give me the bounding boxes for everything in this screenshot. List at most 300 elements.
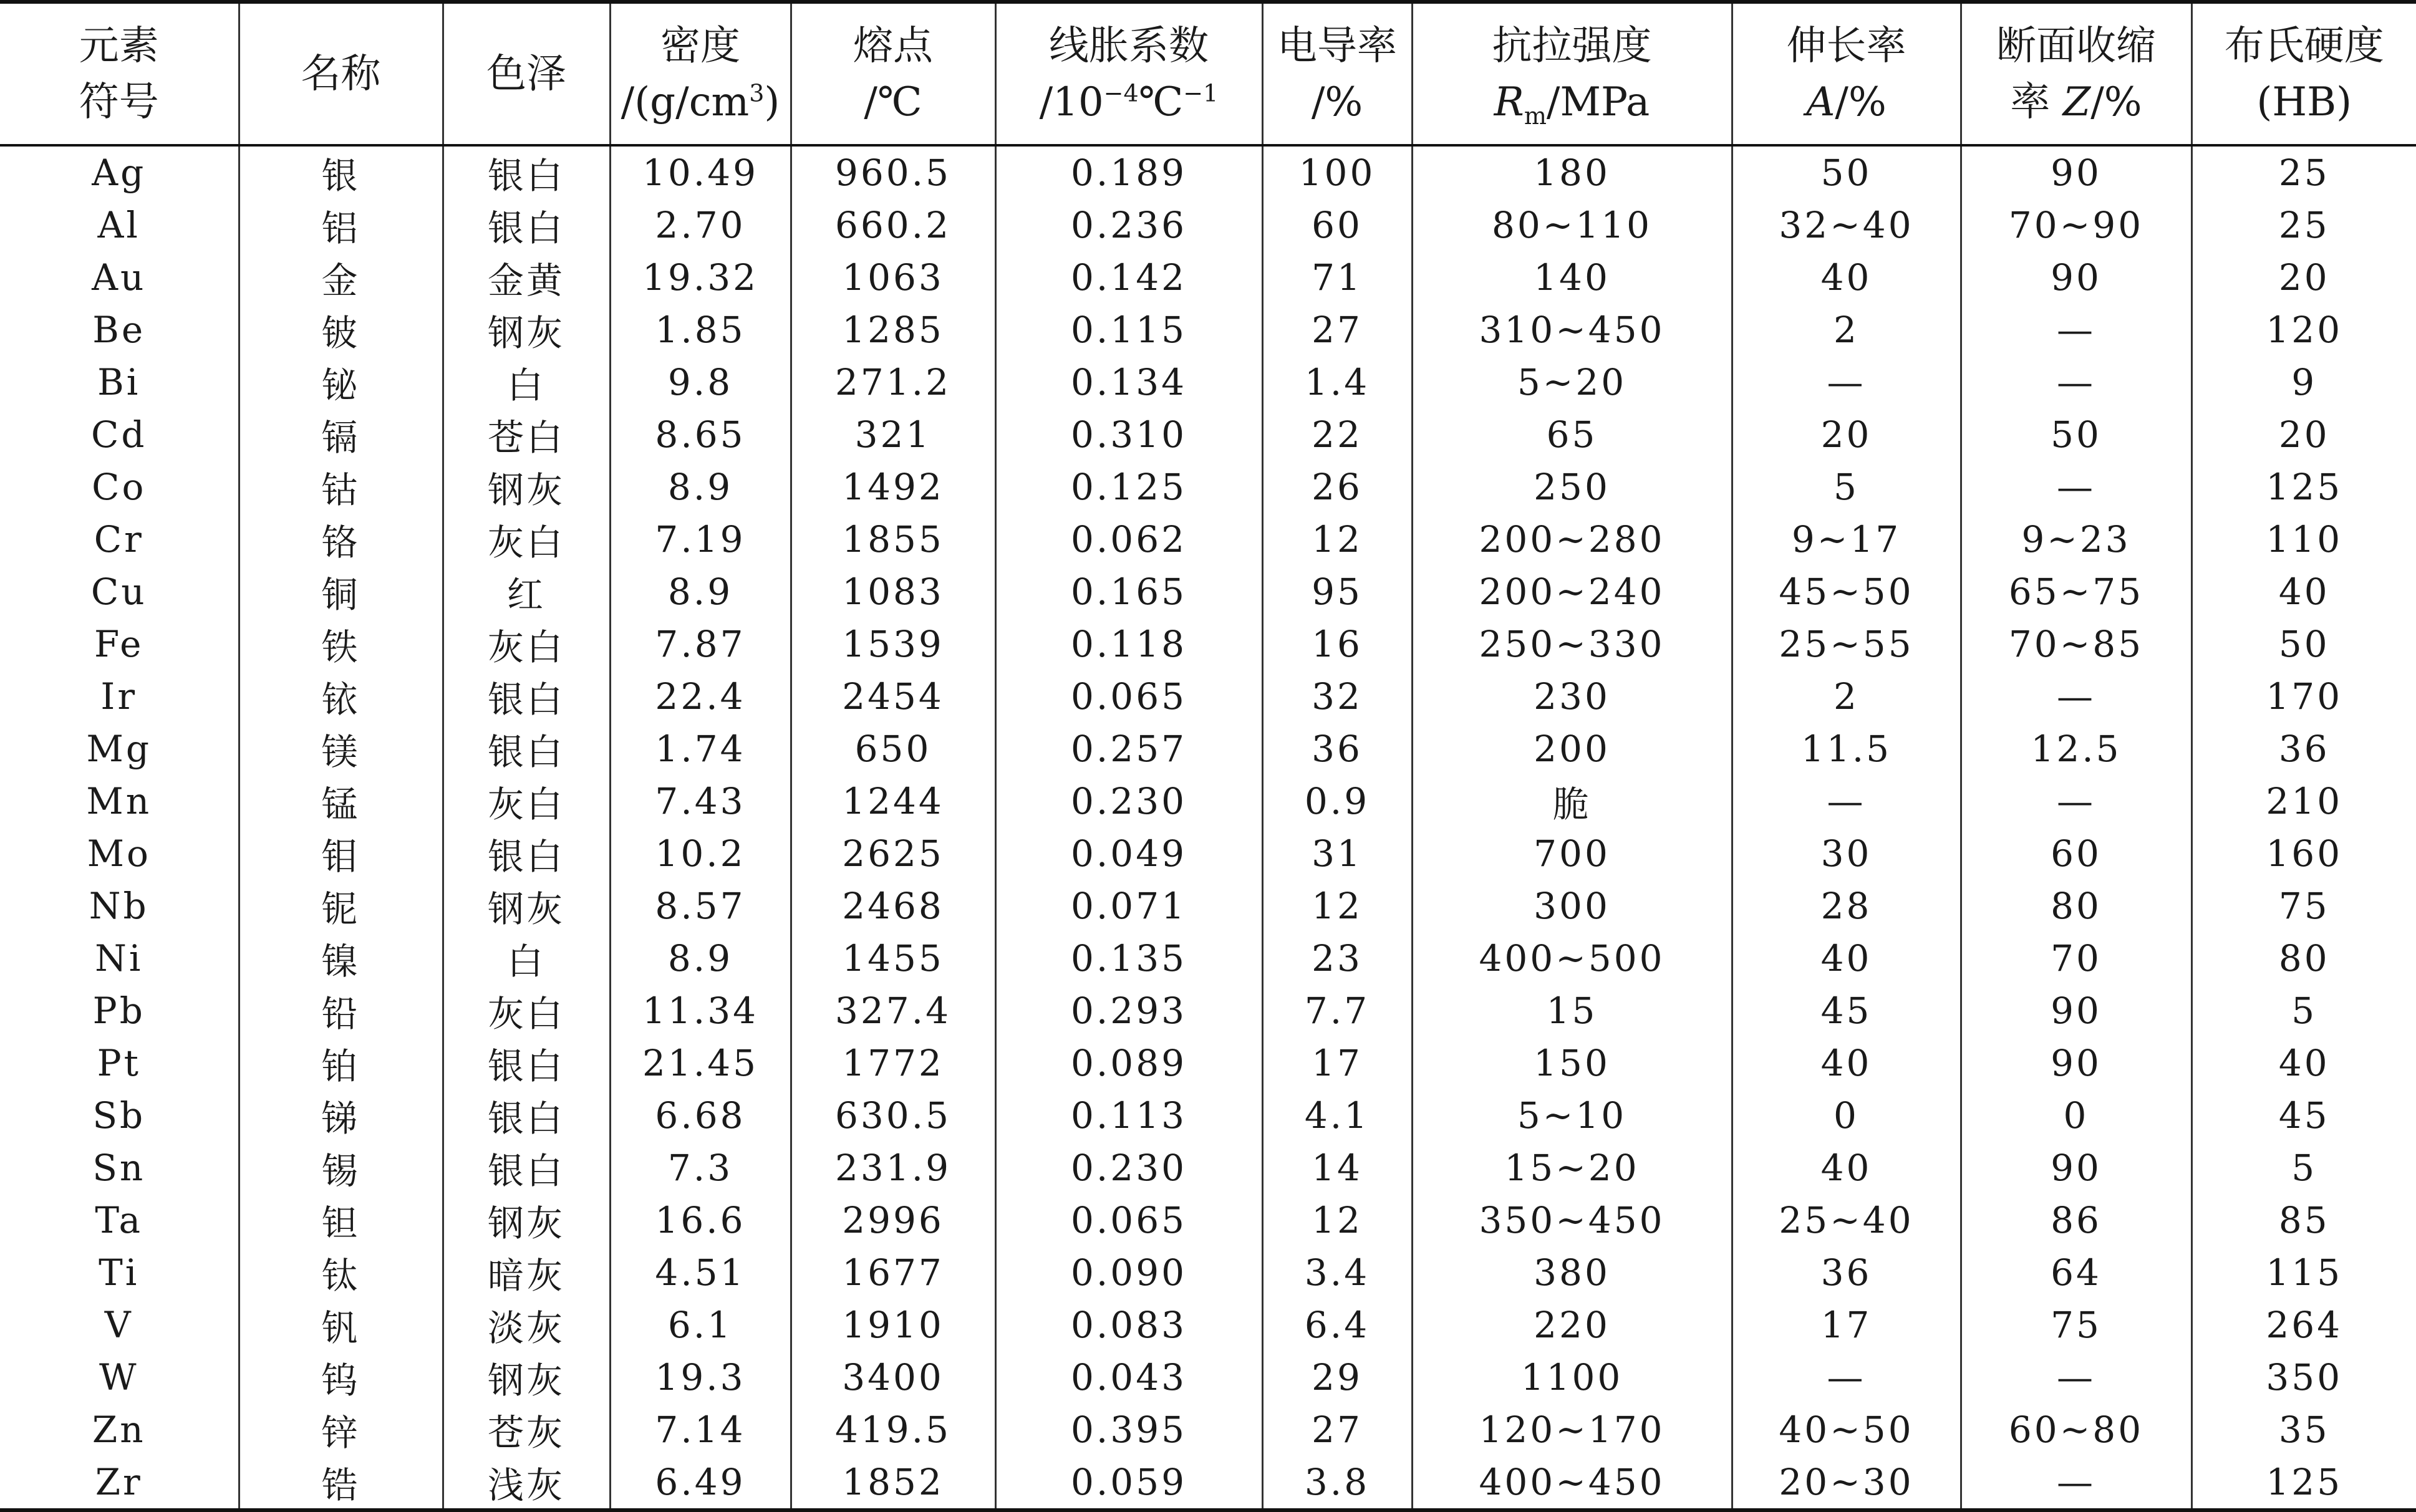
cell-melting-point: 2625 — [791, 827, 995, 880]
cell-color: 银白 — [443, 1142, 610, 1194]
cell-symbol: V — [104, 1304, 133, 1346]
table-row — [0, 775, 2416, 827]
cell-expansion: 0.189 — [995, 145, 1262, 199]
cell-color: 灰白 — [443, 775, 610, 827]
cell-symbol: Pb — [92, 990, 145, 1032]
cell-melting-point: 1083 — [791, 566, 995, 618]
cell-color: 红 — [443, 566, 610, 618]
cell-tensile-strength: 300 — [1412, 880, 1732, 932]
cell-symbol: Ti — [99, 1251, 140, 1294]
cell-color: 银白 — [443, 670, 610, 723]
cell-elongation: 40~50 — [1732, 1404, 1961, 1456]
cell-melting-point: 960.5 — [791, 145, 995, 199]
cell-melting-point: 271.2 — [791, 356, 995, 408]
cell-area-reduction: 64 — [1961, 1246, 2191, 1299]
cell-expansion: 0.257 — [995, 723, 1262, 775]
cell-density: 8.9 — [610, 461, 791, 513]
cell-brinell-hardness: 75 — [2191, 880, 2416, 932]
cell-elongation: 25~55 — [1732, 618, 1961, 670]
cell-area-reduction: 86 — [1961, 1194, 2191, 1246]
cell-color: 银白 — [443, 199, 610, 251]
cell-color: 浅灰 — [443, 1456, 610, 1510]
table-row — [0, 932, 2416, 985]
table-row — [0, 1142, 2416, 1194]
cell-area-reduction: 70 — [1961, 932, 2191, 985]
cell-density: 8.65 — [610, 408, 791, 461]
cell-conductivity: 22 — [1262, 408, 1412, 461]
cell-brinell-hardness: 80 — [2191, 932, 2416, 985]
cell-conductivity: 1.4 — [1262, 356, 1412, 408]
cell-area-reduction: — — [1961, 304, 2191, 356]
cell-symbol: Pt — [97, 1042, 141, 1084]
cell-conductivity: 6.4 — [1262, 1299, 1412, 1351]
cell-elongation: — — [1732, 775, 1961, 827]
table-row — [0, 513, 2416, 566]
cell-brinell-hardness: 110 — [2191, 513, 2416, 566]
cell-melting-point: 1244 — [791, 775, 995, 827]
table-row — [0, 1456, 2416, 1510]
cell-area-reduction: 60 — [1961, 827, 2191, 880]
cell-conductivity: 60 — [1262, 199, 1412, 251]
cell-color: 银白 — [443, 1089, 610, 1142]
cell-density: 1.85 — [610, 304, 791, 356]
cell-name: 铝 — [239, 199, 443, 251]
cell-expansion: 0.083 — [995, 1299, 1262, 1351]
cell-expansion: 0.293 — [995, 985, 1262, 1037]
cell-brinell-hardness: 125 — [2191, 461, 2416, 513]
cell-color: 钢灰 — [443, 1351, 610, 1404]
cell-density: 6.68 — [610, 1089, 791, 1142]
cell-name: 铌 — [239, 880, 443, 932]
cell-conductivity: 31 — [1262, 827, 1412, 880]
cell-tensile-strength: 230 — [1412, 670, 1732, 723]
cell-melting-point: 1772 — [791, 1037, 995, 1089]
cell-name: 镉 — [239, 408, 443, 461]
cell-brinell-hardness: 160 — [2191, 827, 2416, 880]
cell-area-reduction: 90 — [1961, 985, 2191, 1037]
header-row — [0, 2, 2416, 145]
cell-color: 钢灰 — [443, 880, 610, 932]
cell-brinell-hardness: 85 — [2191, 1194, 2416, 1246]
cell-density: 6.1 — [610, 1299, 791, 1351]
cell-conductivity: 16 — [1262, 618, 1412, 670]
header-elongation: 伸长率 A/% — [1732, 2, 1961, 145]
cell-area-reduction: 90 — [1961, 145, 2191, 199]
cell-brinell-hardness: 45 — [2191, 1089, 2416, 1142]
cell-melting-point: 231.9 — [791, 1142, 995, 1194]
cell-color: 银白 — [443, 145, 610, 199]
cell-elongation: — — [1732, 1351, 1961, 1404]
cell-conductivity: 12 — [1262, 880, 1412, 932]
cell-area-reduction: 65~75 — [1961, 566, 2191, 618]
cell-conductivity: 29 — [1262, 1351, 1412, 1404]
cell-density: 10.2 — [610, 827, 791, 880]
cell-elongation: 11.5 — [1732, 723, 1961, 775]
cell-melting-point: 1852 — [791, 1456, 995, 1510]
cell-elongation: 40 — [1732, 932, 1961, 985]
table-row — [0, 827, 2416, 880]
cell-area-reduction: 9~23 — [1961, 513, 2191, 566]
cell-tensile-strength: 5~10 — [1412, 1089, 1732, 1142]
table-row — [0, 199, 2416, 251]
cell-color: 苍灰 — [443, 1404, 610, 1456]
cell-conductivity: 3.8 — [1262, 1456, 1412, 1510]
cell-area-reduction: 90 — [1961, 1142, 2191, 1194]
cell-melting-point: 630.5 — [791, 1089, 995, 1142]
cell-conductivity: 26 — [1262, 461, 1412, 513]
cell-tensile-strength: 150 — [1412, 1037, 1732, 1089]
cell-melting-point: 650 — [791, 723, 995, 775]
cell-brinell-hardness: 120 — [2191, 304, 2416, 356]
cell-area-reduction: — — [1961, 461, 2191, 513]
cell-density: 1.74 — [610, 723, 791, 775]
cell-color: 白 — [443, 932, 610, 985]
cell-density: 7.43 — [610, 775, 791, 827]
cell-conductivity: 27 — [1262, 1404, 1412, 1456]
cell-elongation: 2 — [1732, 670, 1961, 723]
cell-expansion: 0.113 — [995, 1089, 1262, 1142]
cell-area-reduction: 75 — [1961, 1299, 2191, 1351]
cell-area-reduction: 50 — [1961, 408, 2191, 461]
header-density: 密度 $/(g/cm^3)$ — [610, 2, 791, 145]
cell-brinell-hardness: 25 — [2191, 199, 2416, 251]
table-row — [0, 408, 2416, 461]
cell-color: 淡灰 — [443, 1299, 610, 1351]
header-brinell-hardness: 布氏硬度 (HB) — [2191, 2, 2416, 145]
cell-elongation: 40 — [1732, 1037, 1961, 1089]
cell-density: 11.34 — [610, 985, 791, 1037]
cell-name: 锆 — [239, 1456, 443, 1510]
cell-name: 锑 — [239, 1089, 443, 1142]
cell-conductivity: 4.1 — [1262, 1089, 1412, 1142]
cell-symbol: Nb — [89, 885, 149, 927]
cell-tensile-strength: 350~450 — [1412, 1194, 1732, 1246]
header-melting-point: 熔点 /℃ — [791, 2, 995, 145]
header-color: 色泽 — [443, 2, 610, 145]
cell-name: 钼 — [239, 827, 443, 880]
cell-density: 4.51 — [610, 1246, 791, 1299]
cell-brinell-hardness: 170 — [2191, 670, 2416, 723]
cell-area-reduction: — — [1961, 775, 2191, 827]
cell-elongation: 0 — [1732, 1089, 1961, 1142]
cell-symbol: Ag — [92, 152, 147, 194]
cell-color: 灰白 — [443, 985, 610, 1037]
cell-brinell-hardness: 115 — [2191, 1246, 2416, 1299]
cell-brinell-hardness: 125 — [2191, 1456, 2416, 1510]
cell-color: 暗灰 — [443, 1246, 610, 1299]
cell-color: 白 — [443, 356, 610, 408]
table-row — [0, 1299, 2416, 1351]
cell-melting-point: 3400 — [791, 1351, 995, 1404]
cell-name: 铂 — [239, 1037, 443, 1089]
cell-expansion: 0.065 — [995, 1194, 1262, 1246]
cell-conductivity: 12 — [1262, 1194, 1412, 1246]
cell-elongation: 20 — [1732, 408, 1961, 461]
cell-name: 锰 — [239, 775, 443, 827]
cell-brinell-hardness: 264 — [2191, 1299, 2416, 1351]
cell-elongation: 36 — [1732, 1246, 1961, 1299]
cell-conductivity: 14 — [1262, 1142, 1412, 1194]
table-row — [0, 618, 2416, 670]
header-tensile-strength: 抗拉强度 $R_m$/MPa — [1412, 2, 1732, 145]
header-area-reduction: 断面收缩 率 Z/% — [1961, 2, 2191, 145]
cell-area-reduction: 80 — [1961, 880, 2191, 932]
cell-name: 铅 — [239, 985, 443, 1037]
cell-melting-point: 1492 — [791, 461, 995, 513]
cell-density: 19.32 — [610, 251, 791, 304]
cell-symbol: Cd — [90, 413, 147, 456]
cell-tensile-strength: 700 — [1412, 827, 1732, 880]
cell-conductivity: 0.9 — [1262, 775, 1412, 827]
cell-symbol: Ir — [100, 675, 138, 718]
cell-tensile-strength: 200~280 — [1412, 513, 1732, 566]
cell-symbol: Mn — [86, 780, 152, 822]
cell-expansion: 0.089 — [995, 1037, 1262, 1089]
cell-name: 金 — [239, 251, 443, 304]
cell-expansion: 0.043 — [995, 1351, 1262, 1404]
cell-elongation: 40 — [1732, 1142, 1961, 1194]
cell-name: 铁 — [239, 618, 443, 670]
cell-brinell-hardness: 40 — [2191, 566, 2416, 618]
table-row — [0, 880, 2416, 932]
cell-elongation: 45~50 — [1732, 566, 1961, 618]
table-row — [0, 1089, 2416, 1142]
cell-density: 7.87 — [610, 618, 791, 670]
table-row — [0, 304, 2416, 356]
cell-name: 钒 — [239, 1299, 443, 1351]
cell-melting-point: 2468 — [791, 880, 995, 932]
cell-color: 银白 — [443, 827, 610, 880]
cell-expansion: 0.134 — [995, 356, 1262, 408]
cell-expansion: 0.049 — [995, 827, 1262, 880]
cell-name: 铜 — [239, 566, 443, 618]
cell-density: 8.9 — [610, 932, 791, 985]
cell-density: 6.49 — [610, 1456, 791, 1510]
cell-tensile-strength: 220 — [1412, 1299, 1732, 1351]
cell-brinell-hardness: 35 — [2191, 1404, 2416, 1456]
cell-density: 7.3 — [610, 1142, 791, 1194]
cell-conductivity: 100 — [1262, 145, 1412, 199]
cell-brinell-hardness: 50 — [2191, 618, 2416, 670]
cell-color: 金黄 — [443, 251, 610, 304]
cell-symbol: Be — [92, 309, 146, 351]
cell-tensile-strength: 310~450 — [1412, 304, 1732, 356]
cell-elongation: 25~40 — [1732, 1194, 1961, 1246]
cell-melting-point: 2996 — [791, 1194, 995, 1246]
cell-melting-point: 1063 — [791, 251, 995, 304]
cell-name: 钛 — [239, 1246, 443, 1299]
cell-density: 9.8 — [610, 356, 791, 408]
cell-tensile-strength: 1100 — [1412, 1351, 1732, 1404]
cell-tensile-strength: 65 — [1412, 408, 1732, 461]
cell-name: 铱 — [239, 670, 443, 723]
cell-melting-point: 321 — [791, 408, 995, 461]
cell-elongation: 32~40 — [1732, 199, 1961, 251]
cell-name: 钽 — [239, 1194, 443, 1246]
cell-area-reduction: 0 — [1961, 1089, 2191, 1142]
cell-conductivity: 71 — [1262, 251, 1412, 304]
cell-conductivity: 32 — [1262, 670, 1412, 723]
cell-name: 锌 — [239, 1404, 443, 1456]
cell-elongation: 9~17 — [1732, 513, 1961, 566]
cell-name: 钴 — [239, 461, 443, 513]
cell-elongation: 30 — [1732, 827, 1961, 880]
cell-tensile-strength: 250 — [1412, 461, 1732, 513]
cell-brinell-hardness: 20 — [2191, 408, 2416, 461]
cell-symbol: Cr — [94, 518, 144, 561]
cell-expansion: 0.090 — [995, 1246, 1262, 1299]
cell-tensile-strength: 400~500 — [1412, 932, 1732, 985]
cell-expansion: 0.065 — [995, 670, 1262, 723]
cell-elongation: 5 — [1732, 461, 1961, 513]
cell-expansion: 0.118 — [995, 618, 1262, 670]
cell-area-reduction: 90 — [1961, 1037, 2191, 1089]
cell-symbol: Sn — [92, 1147, 146, 1189]
cell-color: 苍白 — [443, 408, 610, 461]
cell-expansion: 0.165 — [995, 566, 1262, 618]
cell-density: 7.14 — [610, 1404, 791, 1456]
cell-melting-point: 1285 — [791, 304, 995, 356]
cell-elongation: 50 — [1732, 145, 1961, 199]
cell-tensile-strength: 200 — [1412, 723, 1732, 775]
cell-expansion: 0.230 — [995, 775, 1262, 827]
cell-name: 镍 — [239, 932, 443, 985]
table-row — [0, 1351, 2416, 1404]
cell-symbol: Ni — [95, 937, 143, 980]
cell-conductivity: 95 — [1262, 566, 1412, 618]
cell-name: 钨 — [239, 1351, 443, 1404]
cell-area-reduction: — — [1961, 1351, 2191, 1404]
cell-density: 7.19 — [610, 513, 791, 566]
cell-density: 19.3 — [610, 1351, 791, 1404]
cell-elongation: 2 — [1732, 304, 1961, 356]
cell-brinell-hardness: 5 — [2191, 985, 2416, 1037]
cell-tensile-strength: 180 — [1412, 145, 1732, 199]
cell-brinell-hardness: 9 — [2191, 356, 2416, 408]
cell-conductivity: 36 — [1262, 723, 1412, 775]
cell-name: 铋 — [239, 356, 443, 408]
cell-area-reduction: — — [1961, 356, 2191, 408]
cell-tensile-strength: 140 — [1412, 251, 1732, 304]
cell-elongation: 20~30 — [1732, 1456, 1961, 1510]
cell-tensile-strength: 120~170 — [1412, 1404, 1732, 1456]
cell-expansion: 0.062 — [995, 513, 1262, 566]
cell-symbol: Ta — [95, 1199, 143, 1241]
cell-color: 银白 — [443, 723, 610, 775]
cell-expansion: 0.236 — [995, 199, 1262, 251]
cell-symbol: Al — [97, 204, 140, 246]
cell-color: 灰白 — [443, 513, 610, 566]
cell-tensile-strength: 250~330 — [1412, 618, 1732, 670]
cell-symbol: Sb — [92, 1094, 146, 1137]
cell-tensile-strength: 200~240 — [1412, 566, 1732, 618]
cell-expansion: 0.310 — [995, 408, 1262, 461]
cell-tensile-strength: 400~450 — [1412, 1456, 1732, 1510]
cell-melting-point: 1855 — [791, 513, 995, 566]
cell-brinell-hardness: 5 — [2191, 1142, 2416, 1194]
cell-name: 银 — [239, 145, 443, 199]
cell-conductivity: 27 — [1262, 304, 1412, 356]
cell-brinell-hardness: 25 — [2191, 145, 2416, 199]
cell-tensile-strength: 脆 — [1412, 775, 1732, 827]
cell-density: 8.57 — [610, 880, 791, 932]
cell-symbol: Co — [92, 466, 147, 508]
table-row — [0, 1194, 2416, 1246]
cell-melting-point: 1455 — [791, 932, 995, 985]
cell-elongation: 45 — [1732, 985, 1961, 1037]
cell-color: 灰白 — [443, 618, 610, 670]
cell-brinell-hardness: 350 — [2191, 1351, 2416, 1404]
cell-name: 铬 — [239, 513, 443, 566]
table-row — [0, 356, 2416, 408]
cell-conductivity: 12 — [1262, 513, 1412, 566]
cell-tensile-strength: 15 — [1412, 985, 1732, 1037]
cell-area-reduction: 70~90 — [1961, 199, 2191, 251]
table-row — [0, 1404, 2416, 1456]
cell-color: 银白 — [443, 1037, 610, 1089]
cell-brinell-hardness: 40 — [2191, 1037, 2416, 1089]
cell-density: 10.49 — [610, 145, 791, 199]
cell-density: 2.70 — [610, 199, 791, 251]
cell-melting-point: 419.5 — [791, 1404, 995, 1456]
table-body — [0, 145, 2416, 1510]
cell-symbol: Cu — [90, 571, 147, 613]
table-row — [0, 251, 2416, 304]
cell-symbol: Au — [92, 256, 147, 299]
header-symbol: 元素 符号 — [0, 2, 239, 145]
cell-expansion: 0.071 — [995, 880, 1262, 932]
table-row — [0, 723, 2416, 775]
cell-area-reduction: 70~85 — [1961, 618, 2191, 670]
table-row — [0, 1246, 2416, 1299]
cell-melting-point: 660.2 — [791, 199, 995, 251]
cell-name: 镁 — [239, 723, 443, 775]
cell-expansion: 0.142 — [995, 251, 1262, 304]
cell-expansion: 0.125 — [995, 461, 1262, 513]
cell-melting-point: 1677 — [791, 1246, 995, 1299]
cell-brinell-hardness: 20 — [2191, 251, 2416, 304]
cell-expansion: 0.115 — [995, 304, 1262, 356]
table-row — [0, 670, 2416, 723]
cell-tensile-strength: 80~110 — [1412, 199, 1732, 251]
cell-brinell-hardness: 210 — [2191, 775, 2416, 827]
cell-area-reduction: 90 — [1961, 251, 2191, 304]
cell-expansion: 0.059 — [995, 1456, 1262, 1510]
cell-symbol: Zr — [0, 1456, 239, 1510]
cell-name: 铍 — [239, 304, 443, 356]
cell-symbol: Bi — [97, 361, 141, 403]
cell-symbol: W — [99, 1356, 139, 1399]
table-row — [0, 145, 2416, 199]
cell-elongation: — — [1732, 356, 1961, 408]
cell-color: 钢灰 — [443, 304, 610, 356]
cell-area-reduction: 60~80 — [1961, 1404, 2191, 1456]
cell-elongation: 28 — [1732, 880, 1961, 932]
table-row — [0, 566, 2416, 618]
cell-conductivity: 17 — [1262, 1037, 1412, 1089]
cell-tensile-strength: 15~20 — [1412, 1142, 1732, 1194]
cell-symbol: Fe — [94, 623, 144, 665]
cell-brinell-hardness: 36 — [2191, 723, 2416, 775]
cell-conductivity: 23 — [1262, 932, 1412, 985]
cell-density: 21.45 — [610, 1037, 791, 1089]
cell-conductivity: 3.4 — [1262, 1246, 1412, 1299]
cell-conductivity: 7.7 — [1262, 985, 1412, 1037]
header-name: 名称 — [239, 2, 443, 145]
cell-expansion: 0.135 — [995, 932, 1262, 985]
table-row — [0, 1037, 2416, 1089]
cell-density: 16.6 — [610, 1194, 791, 1246]
